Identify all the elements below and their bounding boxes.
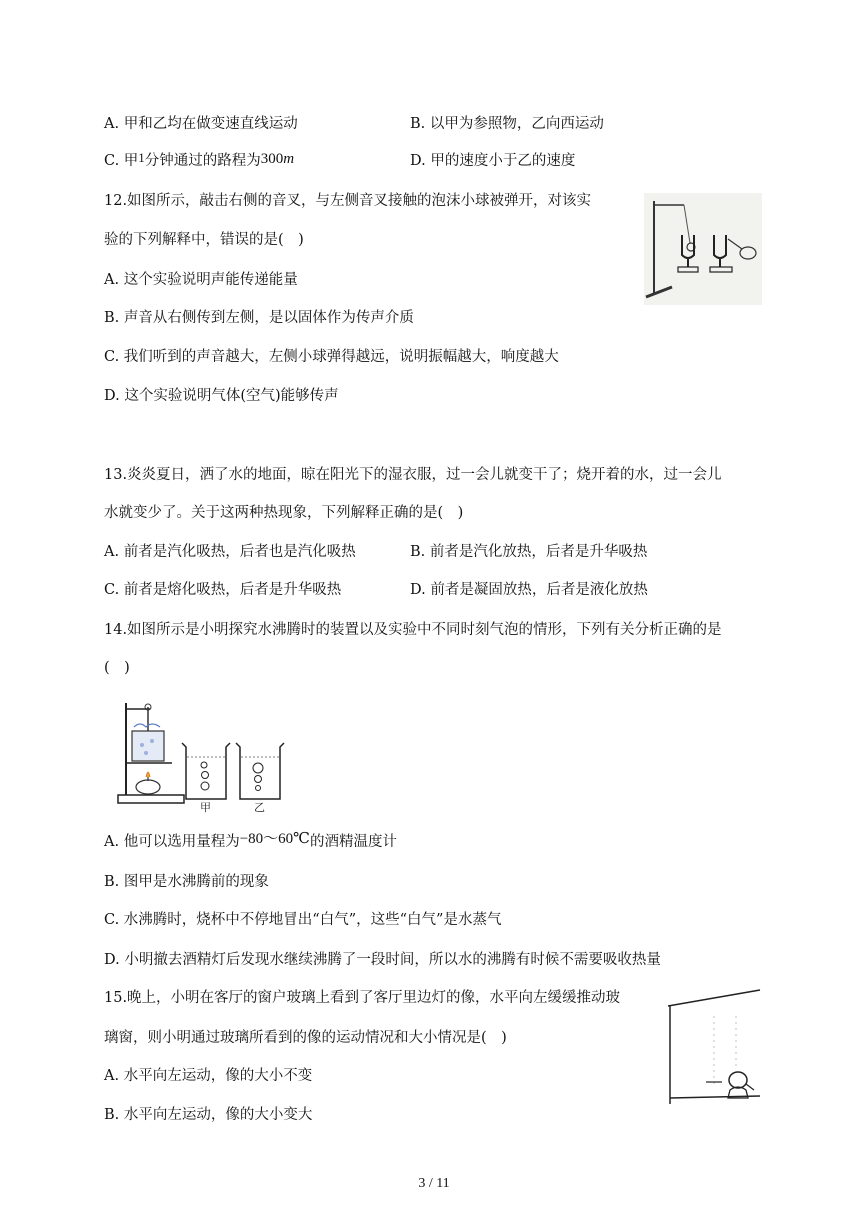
q12-option-c: C. 我们听到的声音越大，左侧小球弹得越远，说明振幅越大，响度越大	[104, 349, 559, 365]
q14-option-d: D. 小明撤去酒精灯后发现水继续沸腾了一段时间，所以水的沸腾有时候不需要吸收热量	[104, 952, 661, 968]
q14-option-b: B. 图甲是水沸腾前的现象	[104, 874, 269, 890]
q13-option-d: D. 前者是凝固放热，后者是液化放热	[410, 582, 648, 598]
q12-stem-line1: 12.如图所示，敲击右侧的音叉，与左侧音叉接触的泡沫小球被弹开，对该实	[104, 193, 592, 209]
q14-option-a-range: −80～60℃	[239, 831, 310, 847]
q11-option-d: D. 甲的速度小于乙的速度	[410, 153, 576, 169]
q12-option-d: D. 这个实验说明气体(空气)能够传声	[104, 388, 339, 404]
q11-option-c-prefix: C. 甲	[104, 153, 139, 169]
beaker-label-jia: 甲	[200, 801, 211, 814]
q15-stem-line2: 璃窗，则小明通过玻璃所看到的像的运动情况和大小情况是( )	[104, 1030, 507, 1046]
q11-option-c-num1: 1	[138, 150, 145, 165]
q14-option-a-suffix: 的酒精温度计	[309, 834, 397, 850]
q14-option-a	[104, 832, 397, 852]
q15-option-b: B. 水平向左运动，像的大小变大	[104, 1107, 313, 1123]
q11-option-c-num2: 300	[260, 151, 284, 167]
q15-option-a: A. 水平向左运动，像的大小不变	[104, 1068, 313, 1084]
q13-option-c: C. 前者是熔化吸热，后者是升华吸热	[104, 582, 342, 598]
q14-option-c: C. 水沸腾时，烧杯中不停地冒出“白气”，这些“白气”是水蒸气	[104, 912, 502, 928]
q13-option-b: B. 前者是汽化放热，后者是升华吸热	[410, 544, 648, 560]
q11-option-c-unit: m	[283, 151, 295, 167]
page-number: 3 / 11	[418, 1176, 450, 1191]
q12-stem-line2: 验的下列解释中，错误的是( )	[104, 232, 304, 248]
q11-option-c-mid: 分钟通过的路程为	[144, 153, 261, 169]
q14-option-a-prefix: A. 他可以选用量程为	[104, 834, 240, 850]
tuning-fork-figure	[644, 193, 762, 305]
q11-option-c	[104, 151, 294, 171]
q13-stem-line1: 13.炎炎夏日，洒了水的地面，晾在阳光下的湿衣服，过一会儿就变干了；烧开着的水，过一会儿	[104, 467, 722, 483]
boiling-water-figure	[116, 697, 296, 815]
beaker-label-yi: 乙	[254, 801, 265, 814]
q11-option-b: B. 以甲为参照物，乙向西运动	[410, 116, 604, 132]
q12-option-b: B. 声音从右侧传到左侧，是以固体作为传声介质	[104, 310, 414, 326]
q12-option-a: A. 这个实验说明声能传递能量	[104, 272, 298, 288]
window-lamp-figure	[666, 986, 762, 1108]
q11-option-a: A. 甲和乙均在做变速直线运动	[104, 116, 298, 132]
q14-stem-line2: ( )	[104, 660, 130, 676]
q13-stem-line2: 水就变少了。关于这两种热现象，下列解释正确的是( )	[104, 505, 464, 521]
q13-option-a: A. 前者是汽化吸热，后者也是汽化吸热	[104, 544, 356, 560]
q14-stem-line1: 14.如图所示是小明探究水沸腾时的装置以及实验中不同时刻气泡的情形，下列有关分析正确的是	[104, 622, 722, 638]
q15-stem-line1: 15.晚上，小明在客厅的窗户玻璃上看到了客厅里边灯的像，水平向左缓缓推动玻	[104, 990, 621, 1006]
